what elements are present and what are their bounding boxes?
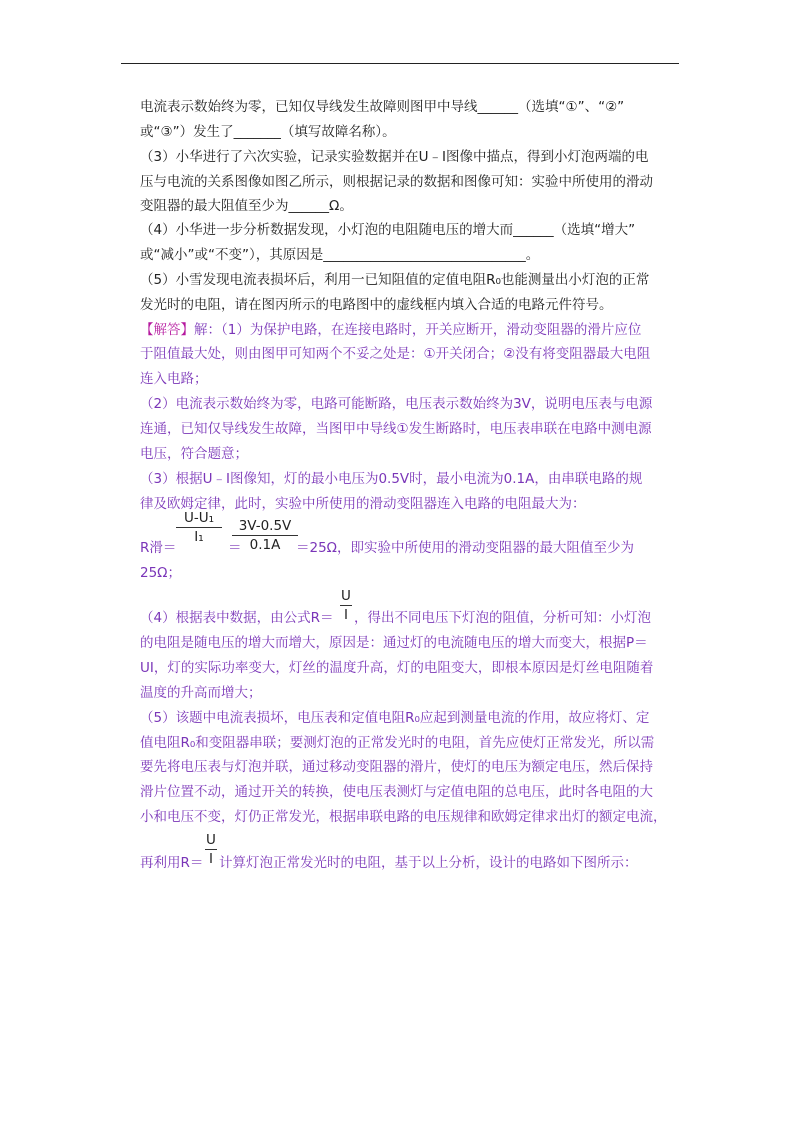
formula1-eq: ＝ <box>228 540 242 556</box>
formula1-frac1-numerator: U-U₁ <box>183 510 215 526</box>
part4-frac-bar <box>340 605 352 606</box>
part4-line-3: 温度的升高而增大； <box>140 685 262 701</box>
part5-line-1: （5）该题中电流表损坏，电压表和定值电阻R₀应起到测量电流的作用，故应将灯、定 <box>140 710 650 726</box>
answer-line-1-text: 解：（1）为保护电路，在连接电路时，开关应断开，滑动变阻器的滑片应位 <box>194 322 642 338</box>
formula1-frac2-numerator: 3V-0.5V <box>238 518 292 534</box>
question-line-2: 或“③”）发生了_______（填写故障名称）。 <box>140 124 396 140</box>
answer-line-1 <box>140 320 641 340</box>
formula1-frac2-bar <box>232 535 298 536</box>
part5-last-prefix: 再利用R＝ <box>140 855 204 871</box>
part4-fraction <box>340 588 352 623</box>
question-line-4: 压与电流的关系图像如图乙所示，则根据记录的数据和图像可知：实验中所使用的滑动 <box>140 174 653 190</box>
part5-line-2: 值电阻R₀和变阻器串联；要测灯泡的正常发光时的电阻，首先应使灯正常发光，所以需 <box>140 735 655 751</box>
question-line-1: 电流表示数始终为零，已知仅导线发生故障则图甲中导线______（选填“①”、“②” <box>140 99 625 115</box>
formula1-fraction-2 <box>232 518 298 553</box>
part5-frac-denominator: I <box>209 851 213 867</box>
part5-frac-numerator: U <box>206 832 216 848</box>
part4-frac-numerator: U <box>341 588 351 604</box>
formula1-rest: ＝25Ω，即实验中所使用的滑动变阻器的最大阻值至少为 <box>296 540 634 556</box>
question-line-3: （3）小华进行了六次实验，记录实验数据并在U﹣I图像中描点，得到小灯泡两端的电 <box>140 149 649 165</box>
part5-fraction <box>205 832 217 867</box>
part5-last-suffix: 计算灯泡正常发光时的电阻，基于以上分析，设计的电路如下图所示： <box>219 855 638 871</box>
part5-line-4: 滑片位置不动，通过开关的转换，使电压表测灯与定值电阻的总电压，此时各电阻的大 <box>140 784 653 800</box>
answer-line-3: 连入电路； <box>140 371 208 387</box>
answer-line-7: （3）根据U﹣I图像知，灯的最小电压为0.5V时，最小电流为0.1A，由串联电路的规 <box>140 471 643 487</box>
formula1-frac1-denominator: I₁ <box>194 529 204 545</box>
part5-frac-bar <box>205 849 217 850</box>
header-rule <box>121 63 679 64</box>
question-line-5: 变阻器的最大阻值至少为______Ω。 <box>140 198 353 214</box>
formula1-frac1-bar <box>176 527 222 528</box>
formula1-lhs: R滑＝ <box>140 540 177 556</box>
question-line-6: （4）小华进一步分析数据发现，小灯泡的电阻随电压的增大而______（选填“增大” <box>140 222 636 238</box>
question-line-9: 发光时的电阻，请在图丙所示的电路图中的虚线框内填入合适的电路元件符号。 <box>140 297 613 313</box>
answer-line-8: 律及欧姆定律，此时，实验中所使用的滑动变阻器连入电路的电阻最大为： <box>140 496 586 512</box>
part4-suffix: ，得出不同电压下灯泡的阻值，分析可知：小灯泡 <box>354 610 651 626</box>
question-line-7: 或“减小”或“不变”），其原因是______________________________。 <box>140 247 540 263</box>
part5-line-3: 要先将电压表与灯泡并联，通过移动变阻器的滑片，使灯的电压为额定电压，然后保持 <box>140 759 653 775</box>
formula1-fraction-1 <box>176 510 222 545</box>
formula1-frac2-denominator: 0.1A <box>249 537 281 553</box>
answer-line-5: 连通，已知仅导线发生故障，当图甲中导线①发生断路时，电压表串联在电路中测电源 <box>140 421 652 437</box>
part5-line-5: 小和电压不变，灯仍正常发光，根据串联电路的电压规律和欧姆定律求出灯的额定电流， <box>140 809 667 825</box>
part4-line-1: 的电阻是随电压的增大而增大，原因是：通过灯的电流随电压的增大而变大，根据P＝ <box>140 635 648 651</box>
answer-line-2: 于阻值最大处，则由图甲可知两个不妥之处是：①开关闭合；②没有将变阻器最大电阻 <box>140 346 651 362</box>
question-line-8: （5）小雪发现电流表损坏后，利用一已知阻值的定值电阻R₀也能测量出小灯泡的正常 <box>140 272 650 288</box>
part4-frac-denominator: I <box>344 607 348 623</box>
formula1-next: 25Ω； <box>140 565 181 581</box>
answer-line-6: 电压，符合题意； <box>140 446 248 462</box>
part4-prefix: （4）根据表中数据，由公式R＝ <box>140 610 334 626</box>
part4-line-2: UI，灯的实际功率变大，灯丝的温度升高，灯的电阻变大，即根本原因是灯丝电阻随着 <box>140 660 654 676</box>
answer-line-4: （2）电流表示数始终为零，电路可能断路，电压表示数始终为3V，说明电压表与电源 <box>140 396 653 412</box>
answer-tag: 【解答】 <box>140 322 194 338</box>
